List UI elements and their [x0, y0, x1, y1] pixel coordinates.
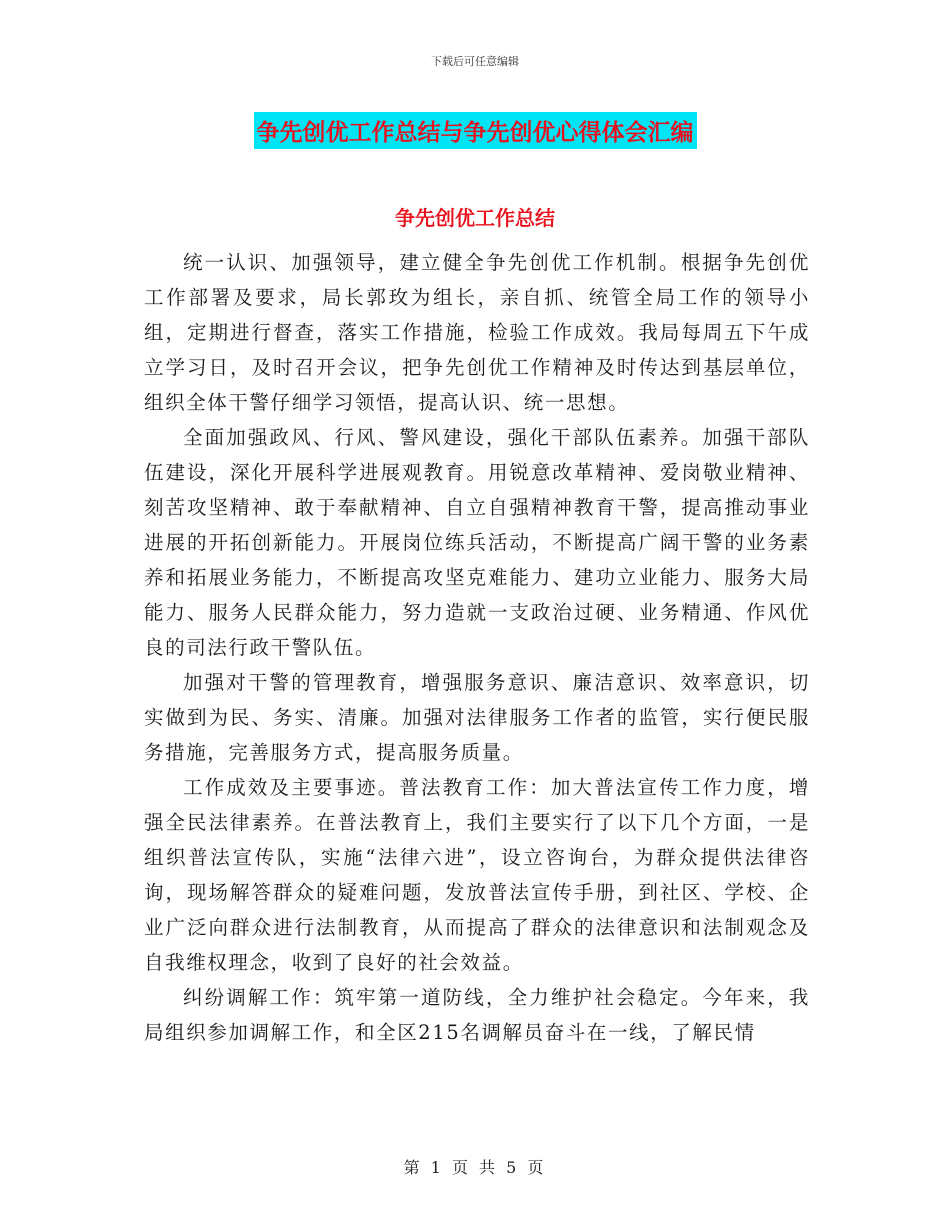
- paragraph: 统一认识、加强领导，建立健全争先创优工作机制。根据争先创优工作部署及要求，局长郭玫为组长，亲自抓、统管全局工作的领导小组，定期进行督查，落实工作措施，检验工作成效。我局每周五下午成立学习日，及时召开会议，把争先创优工作精神及时传达到基层单位，组织全体干警仔细学习领悟，提高认识、统一思想。: [144, 251, 810, 414]
- document-body: [144, 245, 810, 1050]
- paragraph: 纠纷调解工作：筑牢第一道防线，全力维护社会稳定。今年来，我局组织参加调解工作，和全区215名调解员奋斗在一线，了解民情: [144, 986, 810, 1044]
- paragraph: 全面加强政风、行风、警风建设，强化干部队伍素养。加强干部队伍建设，深化开展科学进展观教育。用锐意改革精神、爱岗敬业精神、刻苦攻坚精神、敢于奉献精神、自立自强精神教育干警，提高推动事业进展的开拓创新能力。开展岗位练兵活动，不断提高广阔干警的业务素养和拓展业务能力，不断提高攻坚克难能力、建功立业能力、服务大局能力、服务人民群众能力，努力造就一支政治过硬、业务精通、作风优良的司法行政干警队伍。: [144, 426, 810, 659]
- section-title: 争先创优工作总结: [395, 206, 555, 230]
- paragraph: 加强对干警的管理教育，增强服务意识、廉洁意识、效率意识，切实做到为民、务实、清廉。加强对法律服务工作者的监管，实行便民服务措施，完善服务方式，提高服务质量。: [144, 671, 810, 764]
- document-title-container: [0, 112, 950, 149]
- page-header-note: 下载后可任意编辑: [431, 55, 519, 68]
- page-number: 第 1 页 共 5 页: [403, 1158, 547, 1177]
- document-title: 争先创优工作总结与争先创优心得体会汇编: [254, 112, 697, 149]
- paragraph: 工作成效及主要事迹。普法教育工作：加大普法宣传工作力度，增强全民法律素养。在普法教育上，我们主要实行了以下几个方面，一是组织普法宣传队，实施“法律六进”，设立咨询台，为群众提供法律咨询，现场解答群众的疑难问题，发放普法宣传手册，到社区、学校、企业广泛向群众进行法制教育，从而提高了群众的法律意识和法制观念及自我维权理念，收到了良好的社会效益。: [144, 776, 810, 974]
